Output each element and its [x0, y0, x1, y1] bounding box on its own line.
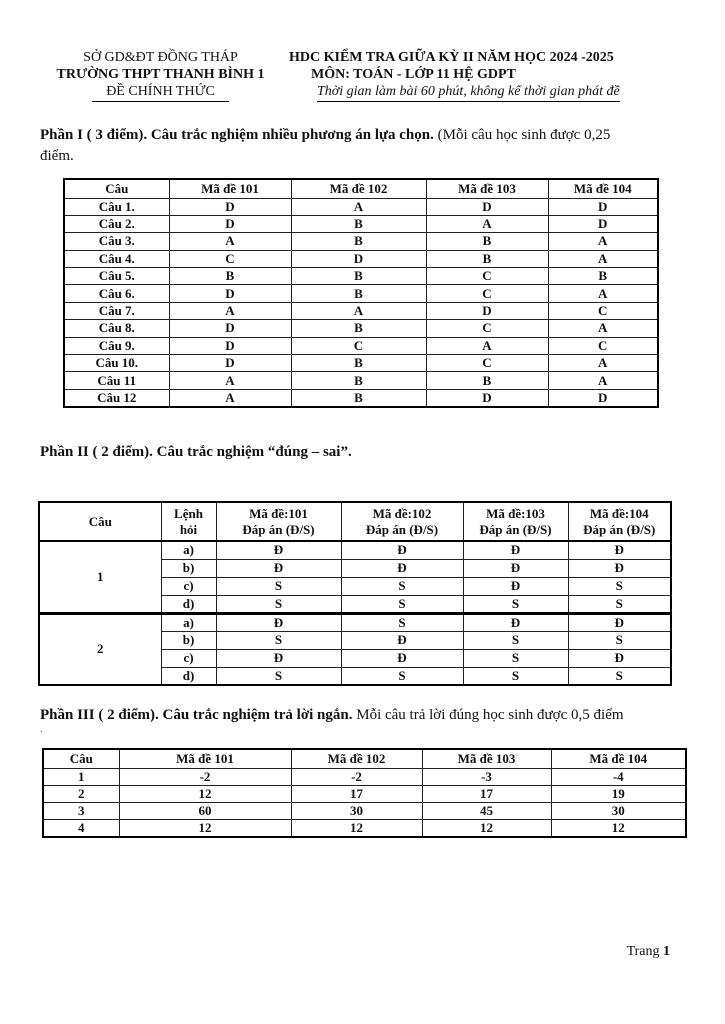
answer-cell: A	[169, 372, 291, 389]
answer-cell: C	[548, 302, 658, 319]
answer-cell: B	[169, 268, 291, 285]
sub-question-label: a)	[161, 613, 216, 631]
part1-heading-bold: Phần I ( 3 điểm). Câu trắc nghiệm nhiều phương án lựa chọn.	[40, 127, 434, 143]
answer-cell: A	[291, 198, 426, 215]
table-row	[43, 819, 686, 837]
answer-cell: 45	[422, 802, 551, 819]
document-header	[38, 49, 683, 102]
column-header: Mã đề:101 Đáp án (Đ/S)	[216, 502, 341, 541]
column-header: Mã đề 104	[548, 179, 658, 198]
column-header: Lệnh hỏi	[161, 502, 216, 541]
answer-cell: Đ	[341, 649, 463, 667]
answer-cell: B	[426, 250, 548, 267]
row-label: Câu 10.	[64, 355, 169, 372]
part3-heading-note: Mỗi câu trả lời đúng học sinh được 0,5 điểm	[352, 707, 624, 723]
answer-cell: C	[169, 250, 291, 267]
answer-cell: B	[426, 233, 548, 250]
answer-cell: S	[216, 667, 341, 685]
stray-period-mark: .	[40, 723, 43, 735]
answer-cell: C	[426, 285, 548, 302]
answer-cell: S	[341, 577, 463, 595]
answer-cell: 12	[119, 785, 291, 802]
answer-cell: Đ	[341, 559, 463, 577]
answer-cell: A	[548, 285, 658, 302]
table-row	[64, 268, 658, 285]
answer-cell: A	[426, 337, 548, 354]
table-row	[64, 198, 658, 215]
answer-cell: Đ	[568, 649, 671, 667]
answer-cell: A	[548, 250, 658, 267]
column-header: Mã đề 102	[291, 179, 426, 198]
row-label: Câu 9.	[64, 337, 169, 354]
department-name: SỞ GD&ĐT ĐỒNG THÁP	[83, 50, 238, 65]
answer-cell: B	[548, 268, 658, 285]
table-row	[64, 320, 658, 337]
answer-cell: B	[426, 372, 548, 389]
column-header: Mã đề 102	[291, 749, 422, 768]
answer-cell: S	[568, 595, 671, 613]
answer-cell: 17	[422, 785, 551, 802]
table-row	[64, 372, 658, 389]
answer-cell: B	[291, 285, 426, 302]
answer-cell: Đ	[216, 613, 341, 631]
part3-heading-bold: Phần III ( 2 điểm). Câu trắc nghiệm trả lời ngắn.	[40, 707, 353, 723]
answer-cell: -2	[119, 768, 291, 785]
table-row	[64, 355, 658, 372]
answer-cell: 30	[291, 802, 422, 819]
part2-heading: Phần II ( 2 điểm). Câu trắc nghiệm “đúng – sai”.	[40, 444, 352, 460]
answer-cell: 17	[291, 785, 422, 802]
column-header: Mã đề 104	[551, 749, 686, 768]
table-row	[43, 785, 686, 802]
official-exam-label: ĐỀ CHÍNH THỨC	[92, 83, 229, 102]
part3-heading	[40, 705, 690, 726]
answer-cell: S	[463, 595, 568, 613]
answer-cell: 12	[119, 819, 291, 837]
part3-header-row	[43, 749, 686, 768]
sub-question-label: b)	[161, 559, 216, 577]
answer-cell: -2	[291, 768, 422, 785]
column-header: Câu	[64, 179, 169, 198]
answer-cell: S	[341, 613, 463, 631]
answer-cell: 12	[551, 819, 686, 837]
answer-cell: S	[568, 631, 671, 649]
answer-cell: S	[463, 631, 568, 649]
row-label: 4	[43, 819, 119, 837]
column-header: Mã đề 101	[119, 749, 291, 768]
answer-cell: A	[548, 233, 658, 250]
answer-cell: S	[463, 667, 568, 685]
answer-cell: Đ	[463, 559, 568, 577]
question-number: 1	[39, 541, 161, 613]
answer-cell: A	[169, 389, 291, 407]
page-number: 1	[663, 944, 670, 959]
answer-cell: S	[463, 649, 568, 667]
header-right-block	[283, 49, 683, 102]
answer-cell: B	[291, 268, 426, 285]
row-label: Câu 5.	[64, 268, 169, 285]
table-row	[64, 233, 658, 250]
answer-cell: B	[291, 389, 426, 407]
sub-question-label: c)	[161, 649, 216, 667]
answer-cell: S	[216, 631, 341, 649]
answer-cell: D	[291, 250, 426, 267]
table-row	[64, 250, 658, 267]
table-row	[43, 802, 686, 819]
column-header: Câu	[43, 749, 119, 768]
answer-cell: Đ	[216, 541, 341, 559]
page-footer	[627, 944, 670, 960]
answer-cell: Đ	[568, 613, 671, 631]
answer-cell: Đ	[568, 559, 671, 577]
part1-header-row	[64, 179, 658, 198]
table-row	[64, 285, 658, 302]
row-label: Câu 8.	[64, 320, 169, 337]
row-label: Câu 2.	[64, 215, 169, 232]
row-label: 1	[43, 768, 119, 785]
answer-cell: A	[169, 233, 291, 250]
answer-cell: A	[426, 215, 548, 232]
table-row	[64, 215, 658, 232]
part2-answer-table	[38, 501, 672, 686]
answer-cell: B	[291, 320, 426, 337]
column-header: Mã đề:103 Đáp án (Đ/S)	[463, 502, 568, 541]
answer-cell: D	[169, 285, 291, 302]
part1-answer-table	[63, 178, 659, 408]
answer-cell: C	[426, 355, 548, 372]
answer-cell: 60	[119, 802, 291, 819]
answer-cell: C	[426, 268, 548, 285]
answer-cell: B	[291, 233, 426, 250]
answer-cell: Đ	[463, 577, 568, 595]
exam-title: HDC KIỂM TRA GIỮA KỲ II NĂM HỌC 2024 -2025	[289, 50, 614, 65]
table-row	[43, 768, 686, 785]
table-row	[64, 337, 658, 354]
column-header: Mã đề:104 Đáp án (Đ/S)	[568, 502, 671, 541]
answer-cell: A	[548, 320, 658, 337]
answer-cell: D	[169, 355, 291, 372]
part1-heading-note: (Mỗi câu học sinh được 0,25	[433, 127, 611, 143]
answer-cell: C	[426, 320, 548, 337]
answer-cell: A	[291, 302, 426, 319]
answer-cell: C	[291, 337, 426, 354]
answer-cell: D	[169, 337, 291, 354]
row-label: Câu 1.	[64, 198, 169, 215]
answer-cell: B	[291, 355, 426, 372]
part1-heading	[40, 125, 690, 167]
sub-question-label: b)	[161, 631, 216, 649]
answer-cell: S	[568, 577, 671, 595]
sub-question-label: d)	[161, 595, 216, 613]
table-row	[39, 541, 671, 559]
table-row	[64, 389, 658, 407]
row-label: 3	[43, 802, 119, 819]
answer-cell: D	[169, 198, 291, 215]
row-label: Câu 3.	[64, 233, 169, 250]
answer-cell: Đ	[341, 631, 463, 649]
answer-cell: S	[568, 667, 671, 685]
answer-cell: S	[341, 595, 463, 613]
column-header: Mã đề 103	[426, 179, 548, 198]
duration-line: Thời gian làm bài 60 phút, không kể thời gian phát đề	[317, 83, 620, 102]
answer-cell: B	[291, 215, 426, 232]
part2-header-row	[39, 502, 671, 541]
table-row	[64, 302, 658, 319]
sub-question-label: c)	[161, 577, 216, 595]
answer-cell: Đ	[216, 649, 341, 667]
question-number: 2	[39, 613, 161, 685]
answer-cell: D	[426, 389, 548, 407]
answer-cell: Đ	[463, 613, 568, 631]
answer-cell: Đ	[463, 541, 568, 559]
answer-cell: D	[426, 198, 548, 215]
answer-cell: Đ	[216, 559, 341, 577]
answer-cell: 12	[422, 819, 551, 837]
page-footer-label: Trang	[626, 944, 663, 959]
sub-question-label: d)	[161, 667, 216, 685]
part3-answer-table	[42, 748, 687, 838]
column-header: Câu	[39, 502, 161, 541]
column-header: Mã đề 101	[169, 179, 291, 198]
answer-cell: A	[169, 302, 291, 319]
answer-cell: D	[426, 302, 548, 319]
column-header: Mã đề:102 Đáp án (Đ/S)	[341, 502, 463, 541]
answer-cell: -4	[551, 768, 686, 785]
row-label: Câu 12	[64, 389, 169, 407]
subject-line: MÔN: TOÁN - LỚP 11 HỆ GDPT	[311, 67, 516, 82]
row-label: 2	[43, 785, 119, 802]
header-left-block	[38, 49, 283, 102]
answer-cell: 30	[551, 802, 686, 819]
school-name: TRƯỜNG THPT THANH BÌNH 1	[56, 67, 265, 82]
table-row	[39, 613, 671, 631]
answer-cell: D	[169, 215, 291, 232]
answer-cell: A	[548, 355, 658, 372]
answer-cell: D	[548, 389, 658, 407]
answer-cell: 19	[551, 785, 686, 802]
answer-cell: Đ	[568, 541, 671, 559]
part1-heading-note-line2: điểm.	[40, 148, 74, 164]
answer-cell: -3	[422, 768, 551, 785]
answer-cell: A	[548, 372, 658, 389]
row-label: Câu 7.	[64, 302, 169, 319]
answer-cell: 12	[291, 819, 422, 837]
row-label: Câu 11	[64, 372, 169, 389]
answer-cell: S	[216, 577, 341, 595]
sub-question-label: a)	[161, 541, 216, 559]
answer-cell: D	[548, 215, 658, 232]
answer-cell: S	[216, 595, 341, 613]
answer-cell: C	[548, 337, 658, 354]
answer-cell: D	[548, 198, 658, 215]
answer-cell: B	[291, 372, 426, 389]
row-label: Câu 4.	[64, 250, 169, 267]
answer-cell: Đ	[341, 541, 463, 559]
column-header: Mã đề 103	[422, 749, 551, 768]
answer-cell: D	[169, 320, 291, 337]
row-label: Câu 6.	[64, 285, 169, 302]
answer-cell: S	[341, 667, 463, 685]
